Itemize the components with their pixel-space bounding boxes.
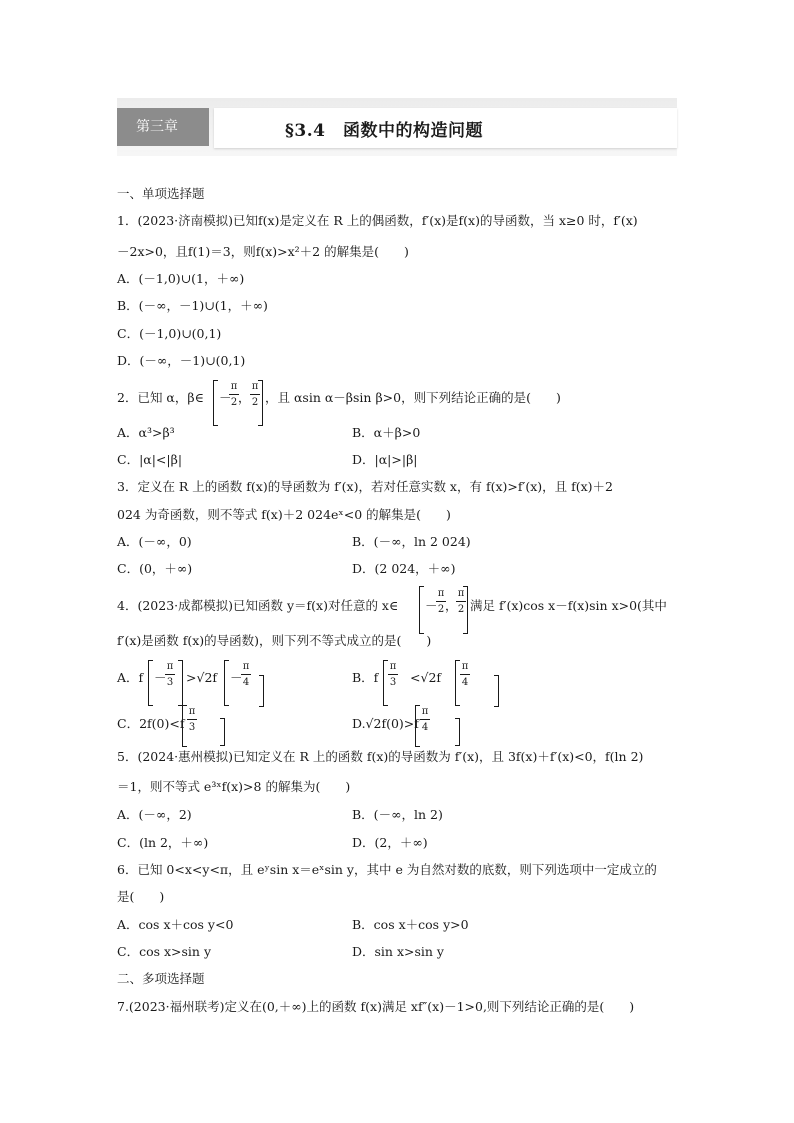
q4-option-b-prefix: B．f <box>352 670 379 685</box>
q4-a-neg1: － <box>154 670 167 685</box>
q3-option-b: B．(－∞，ln 2 024) <box>352 534 471 549</box>
q2-two2: 2 <box>251 397 259 408</box>
q4-c-bracket-r <box>220 718 225 746</box>
q4-a-frac2-bar <box>241 674 251 675</box>
q3-line2: 024 为奇函数，则不等式 f(x)＋2 024eˣ<0 的解集是( ) <box>117 507 451 522</box>
q1-line2: －2x>0，且f(1)＝3，则f(x)>x²＋2 的解集是( ) <box>117 244 409 259</box>
q5-option-c: C．(ln 2，＋∞) <box>117 835 209 850</box>
q1-option-a: A．(－1,0)∪(1，＋∞) <box>117 271 245 286</box>
q4-a-mid: >√2f <box>186 670 218 685</box>
q2-prefix: 2．已知 α，β∈ <box>117 390 204 405</box>
q2-left-bracket <box>213 380 218 426</box>
q4-b-d2: 4 <box>461 677 469 688</box>
q2-comma: ， <box>238 390 251 405</box>
q4-a-bracket-l2 <box>224 660 229 706</box>
q4-left-bracket <box>419 586 424 634</box>
q3-option-a: A．(－∞，0) <box>117 534 192 549</box>
q2-option-b: B．α＋β>0 <box>352 425 421 440</box>
page-title: §3.4 函数中的构造问题 <box>285 121 483 141</box>
q4-option-d-prefix: D.√2f(0)>f <box>352 716 419 731</box>
q3-line1: 3．定义在 R 上的函数 f(x)的导函数为 f′(x)，若对任意实数 x，有 f(x)>f′(x)，且 f(x)＋2 <box>117 479 613 494</box>
q6-option-d: D．sin x>sin y <box>352 944 444 959</box>
q4-option-c-prefix: C．2f(0)<f <box>117 716 185 731</box>
q4-d-pi: π <box>421 706 429 717</box>
q5-option-a: A．(－∞，2) <box>117 807 192 822</box>
q1-option-c: C．(－1,0)∪(0,1) <box>117 326 222 341</box>
q4-a-d2: 4 <box>242 677 250 688</box>
q2-option-d: D．|α|>|β| <box>352 452 418 467</box>
q4-post: 满足 f′(x)cos x－f(x)sin x>0(其中 <box>470 598 667 613</box>
q4-d-bracket-r <box>455 718 460 746</box>
q1-option-b: B．(－∞，－1)∪(1，＋∞) <box>117 298 268 313</box>
q4-a-pi2: π <box>242 661 250 672</box>
q4-two2: 2 <box>457 604 465 615</box>
q4-b-frac2-bar <box>460 674 470 675</box>
q4-d-frac-bar <box>420 719 430 720</box>
q4-c-d: 3 <box>188 722 196 733</box>
q5-option-b: B．(－∞，ln 2) <box>352 807 443 822</box>
q1-option-d: D．(－∞，－1)∪(0,1) <box>117 353 246 368</box>
q4-neg: － <box>425 598 438 613</box>
q4-a-bracket-r2 <box>259 675 264 707</box>
q7-line1: 7.(2023·福州联考)定义在(0,＋∞)上的函数 f(x)满足 xf″(x)－1>0,则下列结论正确的是( ) <box>117 999 635 1014</box>
q6-line2: 是( ) <box>117 889 165 904</box>
q4-option-a-prefix: A．f <box>117 670 144 685</box>
q4-b-pi1: π <box>389 661 397 672</box>
q3-option-c: C．(0，＋∞) <box>117 561 193 576</box>
q4-a-bracket-l1 <box>148 660 153 706</box>
q4-a-frac1-bar <box>165 674 175 675</box>
q2-post: ，且 αsin α－βsin β>0，则下列结论正确的是( ) <box>265 390 561 405</box>
q3-option-d: D．(2 024，＋∞) <box>352 561 456 576</box>
q4-b-frac1-bar <box>388 674 398 675</box>
q2-pi1: π <box>230 381 238 392</box>
q4-line2: f′(x)是函数 f(x)的导函数)，则下列不等式成立的是( ) <box>117 633 432 648</box>
q4-a-pi1: π <box>166 661 174 672</box>
q1-line1: 1．(2023·济南模拟)已知f(x)是定义在 R 上的偶函数，f′(x)是f(x)的导函数，当 x≥0 时，f′(x) <box>117 213 638 228</box>
q5-line1: 5．(2024·惠州模拟)已知定义在 R 上的函数 f(x)的导函数为 f′(x)，且 3f(x)＋f′(x)<0，f(ln 2) <box>117 749 644 764</box>
q4-comma: ， <box>445 598 458 613</box>
q2-neg: － <box>219 390 232 405</box>
q2-two1: 2 <box>230 397 238 408</box>
q2-option-a: A．α³>β³ <box>117 425 175 440</box>
q6-option-b: B．cos x＋cos y>0 <box>352 917 469 932</box>
q4-right-bracket <box>463 586 468 634</box>
q4-prefix: 4．(2023·成都模拟)已知函数 y＝f(x)对任意的 x∈ <box>117 598 399 613</box>
q4-a-bracket-r1 <box>178 660 183 706</box>
q4-c-pi: π <box>188 706 196 717</box>
q4-b-mid: <√2f <box>410 670 442 685</box>
q4-pi1: π <box>437 588 445 599</box>
q2-option-c: C．|α|<|β| <box>117 452 183 467</box>
q2-pi2: π <box>251 381 259 392</box>
q4-b-d1: 3 <box>389 677 397 688</box>
q4-two1: 2 <box>437 604 445 615</box>
q4-c-frac-bar <box>187 719 197 720</box>
q6-option-a: A．cos x＋cos y<0 <box>117 917 234 932</box>
chapter-tab: 第三章 <box>117 108 209 146</box>
q4-pi2: π <box>457 588 465 599</box>
q4-a-neg2: － <box>230 670 243 685</box>
q5-line2: ＝1，则不等式 e³ˣf(x)>8 的解集为( ) <box>117 779 351 794</box>
q6-option-c: C．cos x>sin y <box>117 944 212 959</box>
q5-option-d: D．(2，＋∞) <box>352 835 428 850</box>
q4-b-bracket-r2 <box>494 675 499 707</box>
q6-line1: 6．已知 0<x<y<π，且 eʸsin x＝eˣsin y，其中 e 为自然对数的底数，则下列选项中一定成立的 <box>117 862 657 877</box>
q2-right-bracket <box>258 380 263 426</box>
section-heading-single: 一、单项选择题 <box>117 186 205 201</box>
q4-d-d: 4 <box>421 722 429 733</box>
section-heading-multi: 二、多项选择题 <box>117 971 205 986</box>
q4-b-pi2: π <box>461 661 469 672</box>
q4-a-d1: 3 <box>166 677 174 688</box>
